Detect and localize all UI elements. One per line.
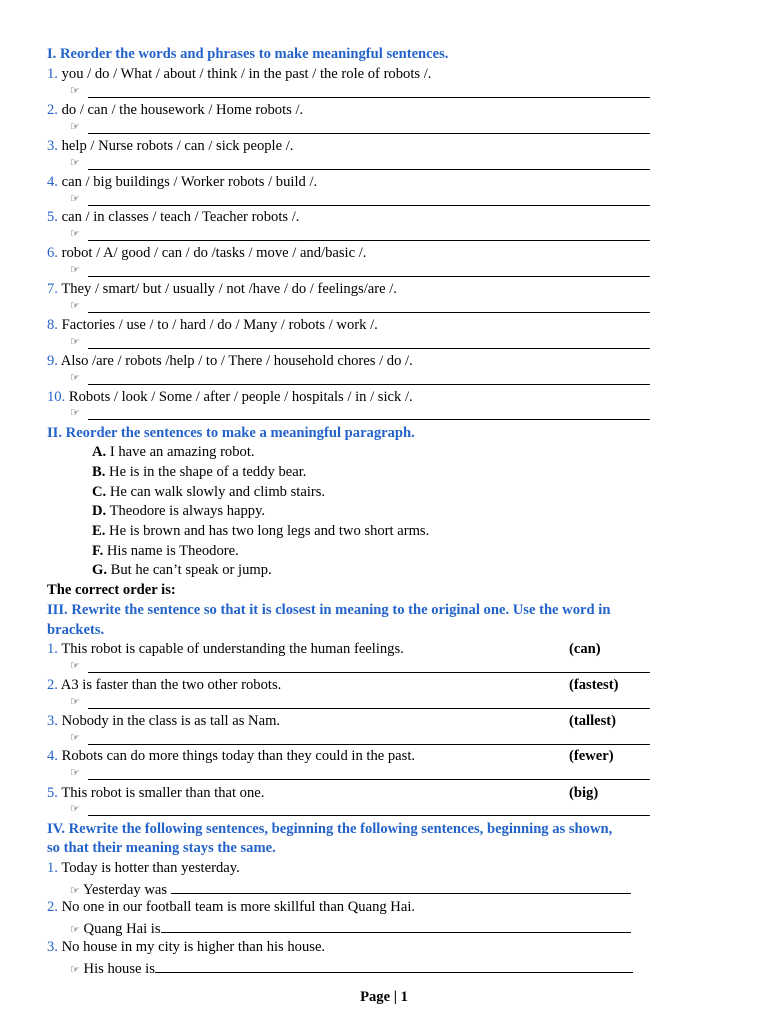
item-text: Today is hotter than yesterday.	[61, 860, 240, 876]
answer-line[interactable]	[88, 815, 650, 816]
item-number: 6.	[47, 245, 58, 261]
answer-line[interactable]	[161, 918, 631, 933]
exercise-1-item	[47, 137, 293, 155]
sentence-text: Theodore is always happy.	[109, 503, 266, 519]
correct-order-label: The correct order is:	[47, 582, 176, 598]
pointing-hand-icon: ☞	[70, 924, 80, 936]
answer-line[interactable]	[88, 779, 650, 780]
item-text: Robots / look / Some / after / people / hospitals / in / sick /.	[68, 389, 413, 405]
answer-line[interactable]	[88, 312, 650, 313]
sentence-letter: F.	[92, 543, 104, 559]
sentence-text: I have an amazing robot.	[109, 444, 255, 460]
sentence-text: His name is Theodore.	[106, 543, 239, 559]
section-4-heading-cont: so that their meaning stays the same.	[47, 840, 276, 856]
item-text: Also /are / robots /help / to / There / household chores / do /.	[60, 353, 413, 369]
item-text: do / can / the housework / Home robots /.	[61, 102, 304, 118]
item-text: you / do / What / about / think / in the past / the role of robots /.	[61, 66, 432, 82]
pointing-hand-icon: ☞	[70, 264, 80, 276]
section-3-heading-cont: brackets.	[47, 622, 105, 638]
item-number: 2.	[47, 102, 58, 118]
pointing-hand-icon: ☞	[70, 732, 80, 744]
sentence-letter: A.	[92, 444, 107, 460]
pointing-hand-icon: ☞	[70, 228, 80, 240]
item-number: 3.	[47, 138, 58, 154]
answer-starter-row	[70, 879, 631, 900]
answer-line[interactable]	[171, 879, 631, 894]
exercise-1-item	[47, 316, 378, 334]
item-text: can / in classes / teach / Teacher robots /.	[61, 209, 300, 225]
exercise-1-item	[47, 388, 413, 406]
exercise-1-item	[47, 352, 413, 370]
sentence-starter: Yesterday was	[82, 882, 168, 898]
exercise-3-item	[47, 640, 404, 658]
item-number: 3.	[47, 939, 58, 955]
item-number: 9.	[47, 353, 58, 369]
page-number: Page | 1	[360, 989, 408, 1005]
answer-line[interactable]	[88, 708, 650, 709]
sentence-letter: D.	[92, 503, 107, 519]
paragraph-sentence	[92, 443, 255, 461]
item-number: 2.	[47, 677, 58, 693]
item-number: 1.	[47, 66, 58, 82]
answer-line[interactable]	[88, 169, 650, 170]
bracket-keyword: (tallest)	[569, 713, 617, 729]
pointing-hand-icon: ☞	[70, 372, 80, 384]
exercise-4-item	[47, 938, 325, 956]
pointing-hand-icon: ☞	[70, 803, 80, 815]
exercise-1-item	[47, 208, 299, 226]
item-number: 10.	[47, 389, 66, 405]
paragraph-sentence	[92, 502, 265, 520]
item-number: 4.	[47, 174, 58, 190]
sentence-letter: E.	[92, 523, 106, 539]
paragraph-sentence	[92, 463, 306, 481]
pointing-hand-icon: ☞	[70, 885, 80, 897]
sentence-starter: His house is	[83, 961, 155, 977]
sentence-text: He is in the shape of a teddy bear.	[109, 464, 307, 480]
answer-line[interactable]	[88, 276, 650, 277]
section-2-heading: II. Reorder the sentences to make a meaningful paragraph.	[47, 425, 415, 441]
bracket-keyword: (can)	[569, 641, 601, 657]
answer-line[interactable]	[88, 97, 650, 98]
item-number: 5.	[47, 209, 58, 225]
pointing-hand-icon: ☞	[70, 157, 80, 169]
paragraph-sentence	[92, 542, 239, 560]
paragraph-sentence	[92, 561, 272, 579]
answer-line[interactable]	[88, 133, 650, 134]
pointing-hand-icon: ☞	[70, 193, 80, 205]
paragraph-sentence	[92, 483, 325, 501]
item-text: help / Nurse robots / can / sick people /.	[61, 138, 294, 154]
answer-line[interactable]	[88, 348, 650, 349]
bracket-keyword: (fewer)	[569, 748, 614, 764]
item-text: Factories / use / to / hard / do / Many / robots / work /.	[61, 317, 378, 333]
sentence-text: He is brown and has two long legs and two short arms.	[109, 523, 430, 539]
item-number: 7.	[47, 281, 58, 297]
pointing-hand-icon: ☞	[70, 336, 80, 348]
answer-starter-row	[70, 958, 633, 979]
item-text: Robots can do more things today than they could in the past.	[61, 748, 416, 764]
item-text: can / big buildings / Worker robots / build /.	[61, 174, 318, 190]
item-text: No house in my city is higher than his house.	[61, 939, 326, 955]
answer-line[interactable]	[88, 672, 650, 673]
pointing-hand-icon: ☞	[70, 964, 80, 976]
sentence-letter: B.	[92, 464, 106, 480]
item-text: No one in our football team is more skillful than Quang Hai.	[61, 899, 416, 915]
exercise-3-item	[47, 712, 280, 730]
item-number: 1.	[47, 860, 58, 876]
sentence-letter: C.	[92, 484, 107, 500]
answer-line[interactable]	[88, 240, 650, 241]
item-text: This robot is capable of understanding the human feelings.	[61, 641, 404, 657]
answer-line[interactable]	[88, 419, 650, 420]
exercise-3-item	[47, 784, 264, 802]
section-1-heading: I. Reorder the words and phrases to make meaningful sentences.	[47, 46, 449, 62]
item-number: 1.	[47, 641, 58, 657]
exercise-3-item	[47, 676, 281, 694]
exercise-4-item	[47, 898, 415, 916]
item-text: This robot is smaller than that one.	[61, 785, 265, 801]
exercise-1-item	[47, 173, 317, 191]
pointing-hand-icon: ☞	[70, 407, 80, 419]
answer-line[interactable]	[88, 384, 650, 385]
item-number: 3.	[47, 713, 58, 729]
item-text: robot / A/ good / can / do /tasks / move / and/basic /.	[61, 245, 367, 261]
bracket-keyword: (fastest)	[569, 677, 619, 693]
section-3-heading: III. Rewrite the sentence so that it is closest in meaning to the original one. Use the word in	[47, 602, 611, 618]
answer-starter-row	[70, 918, 631, 939]
sentence-text: But he can’t speak or jump.	[110, 562, 272, 578]
sentence-letter: G.	[92, 562, 107, 578]
pointing-hand-icon: ☞	[70, 121, 80, 133]
answer-line[interactable]	[155, 958, 633, 973]
pointing-hand-icon: ☞	[70, 300, 80, 312]
exercise-4-item	[47, 859, 240, 877]
item-number: 8.	[47, 317, 58, 333]
pointing-hand-icon: ☞	[70, 767, 80, 779]
exercise-1-item	[47, 280, 397, 298]
pointing-hand-icon: ☞	[70, 85, 80, 97]
item-text: A3 is faster than the two other robots.	[60, 677, 282, 693]
bracket-keyword: (big)	[569, 785, 599, 801]
exercise-1-item	[47, 65, 431, 83]
item-number: 5.	[47, 785, 58, 801]
exercise-3-item	[47, 747, 415, 765]
item-number: 2.	[47, 899, 58, 915]
item-number: 4.	[47, 748, 58, 764]
pointing-hand-icon: ☞	[70, 660, 80, 672]
answer-line[interactable]	[88, 744, 650, 745]
item-text: They / smart/ but / usually / not /have / do / feelings/are /.	[61, 281, 397, 297]
item-text: Nobody in the class is as tall as Nam.	[61, 713, 281, 729]
section-4-heading: IV. Rewrite the following sentences, beginning the following sentences, beginning as shown,	[47, 821, 613, 837]
exercise-1-item	[47, 244, 366, 262]
sentence-starter: Quang Hai is	[83, 921, 161, 937]
sentence-text: He can walk slowly and climb stairs.	[109, 484, 326, 500]
pointing-hand-icon: ☞	[70, 696, 80, 708]
answer-line[interactable]	[88, 205, 650, 206]
exercise-1-item	[47, 101, 303, 119]
paragraph-sentence	[92, 522, 429, 540]
